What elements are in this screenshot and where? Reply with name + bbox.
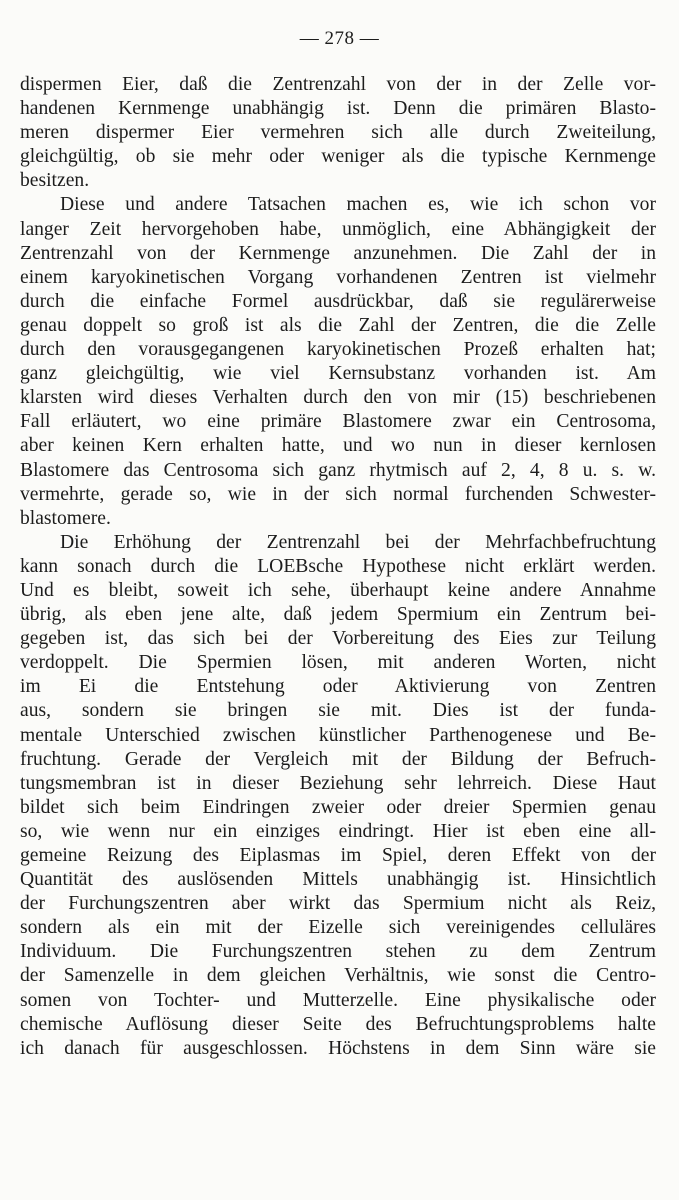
text-line: bildet sich beim Eindringen zweier oder dreier Spermien genau [20, 796, 656, 818]
text-line: mentale Unterschied zwischen künstlicher Parthenogenese und Be- [20, 724, 656, 746]
text-line: einem karyokinetischen Vorgang vorhandenen Zentren ist vielmehr [20, 266, 656, 288]
text-line: Individuum. Die Furchungszentren stehen zu dem Zentrum [20, 941, 656, 963]
text-line: langer Zeit hervorgehoben habe, unmöglich, eine Abhängigkeit der [20, 218, 656, 240]
text-line: gegeben ist, das sich bei der Vorbereitung des Eies zur Teilung [20, 628, 656, 650]
text-line: Und es bleibt, soweit ich sehe, überhaupt keine andere Annahme [20, 579, 656, 601]
header-dash-right: — [354, 28, 380, 49]
text-line: Zentrenzahl von der Kernmenge anzunehmen. Die Zahl der in [20, 242, 656, 264]
text-line: gleichgültig, ob sie mehr oder weniger als die typische Kernmenge [20, 146, 656, 168]
text-line: Die Erhöhung der Zentrenzahl bei der Mehrfachbefruchtung [60, 531, 656, 553]
text-line: sondern als ein mit der Eizelle sich vereinigendes celluläres [20, 917, 656, 939]
text-line: aber keinen Kern erhalten hatte, und wo nun in dieser kernlosen [20, 435, 656, 457]
text-line: handenen Kernmenge unabhängig ist. Denn die primären Blasto- [20, 98, 656, 120]
text-line: chemische Auflösung dieser Seite des Befruchtungsproblems halte [20, 1013, 656, 1035]
text-line: vermehrte, gerade so, wie in der sich normal furchenden Schwester- [20, 483, 656, 505]
text-line: durch den vorausgegangenen karyokinetischen Prozeß erhalten hat; [20, 339, 656, 361]
text-line: blastomere. [20, 507, 111, 529]
text-line: durch die einfache Formel ausdrückbar, daß sie regulärerweise [20, 290, 656, 312]
text-line: genau doppelt so groß ist als die Zahl der Zentren, die die Zelle [20, 314, 656, 336]
text-line: der Samenzelle in dem gleichen Verhältnis, wie sonst die Centro- [20, 965, 656, 987]
text-line: Fall erläutert, wo eine primäre Blastomere zwar ein Centrosoma, [20, 411, 656, 433]
text-line: Blastomere das Centrosoma sich ganz rhytmisch auf 2, 4, 8 u. s. w. [20, 459, 656, 481]
page-number: 278 [324, 28, 355, 49]
text-line: der Furchungszentren aber wirkt das Spermium nicht als Reiz, [20, 893, 656, 915]
text-line: ich danach für ausgeschlossen. Höchstens in dem Sinn wäre sie [20, 1037, 656, 1059]
text-line: klarsten wird dieses Verhalten durch den von mir (15) beschriebenen [20, 387, 656, 409]
text-line: ganz gleichgültig, wie viel Kernsubstanz vorhanden ist. Am [20, 363, 656, 385]
text-line: aus, sondern sie bringen sie mit. Dies ist der funda- [20, 700, 656, 722]
text-line: dispermen Eier, daß die Zentrenzahl von der in der Zelle vor- [20, 74, 656, 95]
text-line: besitzen. [20, 170, 90, 192]
text-line: Quantität des auslösenden Mittels unabhängig ist. Hinsichtlich [20, 869, 656, 891]
text-line: im Ei die Entstehung oder Aktivierung von Zentren [20, 676, 656, 698]
page-number-header [0, 28, 679, 50]
text-line: verdoppelt. Die Spermien lösen, mit anderen Worten, nicht [20, 652, 656, 674]
text-line: fruchtung. Gerade der Vergleich mit der Bildung der Befruch- [20, 748, 656, 770]
text-line: meren dispermer Eier vermehren sich alle durch Zweiteilung, [20, 122, 656, 144]
text-line: kann sonach durch die LOEBsche Hypothese nicht erklärt werden. [20, 555, 656, 577]
text-line: gemeine Reizung des Eiplasmas im Spiel, deren Effekt von der [20, 845, 656, 866]
header-dash-left: — [299, 28, 325, 49]
body-text [20, 73, 656, 1061]
text-line: übrig, als eben jene alte, daß jedem Spermium ein Zentrum bei- [20, 604, 656, 626]
text-line: tungsmembran ist in dieser Beziehung sehr lehrreich. Diese Haut [20, 772, 656, 794]
text-line: somen von Tochter- und Mutterzelle. Eine physikalische oder [20, 989, 656, 1011]
text-line: Diese und andere Tatsachen machen es, wie ich schon vor [60, 194, 656, 216]
text-line: so, wie wenn nur ein einziges eindringt. Hier ist eben eine all- [20, 820, 656, 842]
